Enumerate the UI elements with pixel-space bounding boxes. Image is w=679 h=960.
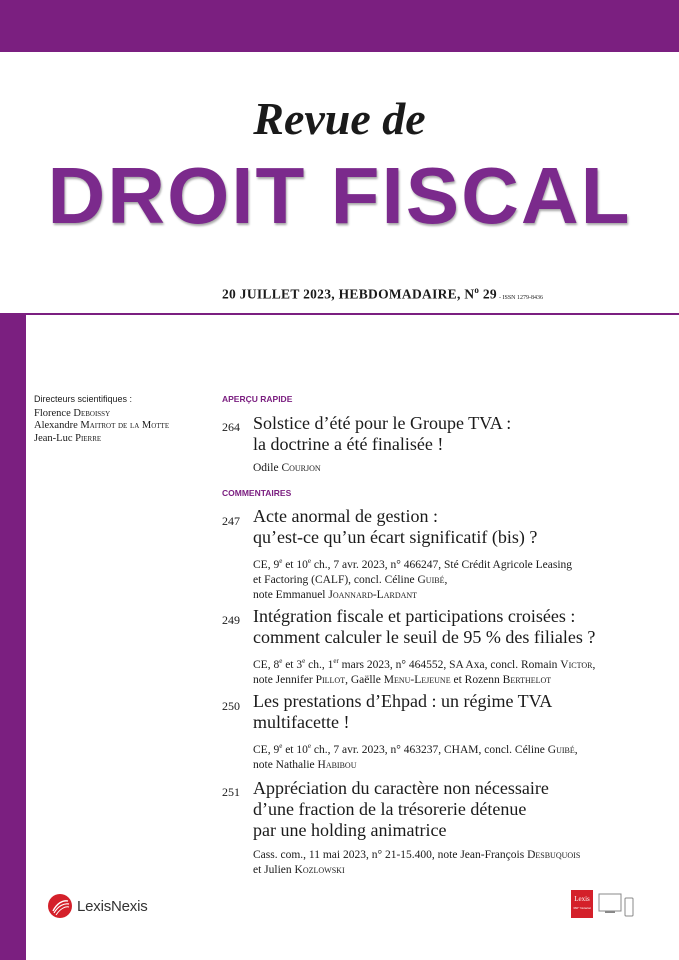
article-title: Intégration fiscale et participations croisées : comment calculer le seuil de 95 % des filiales ? [253, 606, 596, 647]
editor-name: Alexandre Maitrot de la Motte [34, 420, 170, 431]
badge-top-text: Lexis [574, 895, 590, 903]
left-purple-band [0, 313, 26, 960]
article-title: Les prestations d’Ehpad : un régime TVA multifacette ! [253, 691, 553, 732]
article-number: 247 [222, 514, 240, 528]
article-reference: CE, 9e et 10e ch., 7 avr. 2023, n° 463237, CHAM, concl. Céline Guibé, note Nathalie Habibou [253, 742, 578, 771]
editors-block [34, 393, 169, 445]
article-reference: CE, 8e et 3e ch., 1er mars 2023, n° 464552, SA Axa, concl. Romain Victor, note Jennifer Pillot, Gaëlle Menu-Lejeune et Rozenn Berthelot [253, 657, 596, 686]
issn: - ISSN 1279-8436 [498, 294, 543, 301]
article-number: 251 [222, 785, 240, 799]
article-reference: Cass. com., 11 mai 2023, n° 21-15.400, note Jean-François Desbuquois et Julien Kozlowski [253, 849, 581, 876]
lexisnexis-logo [47, 893, 148, 919]
article-author: Odile Courjon [253, 462, 321, 474]
article-number: 250 [222, 699, 240, 713]
section-heading-apercu: APERÇU RAPIDE [222, 394, 293, 404]
badge-bottom-text: 360° Notariat [573, 906, 591, 910]
publisher-name: LexisNexis [77, 897, 148, 915]
masthead-title-line1: Revue de [253, 93, 426, 144]
issue-sup: o [474, 285, 480, 295]
article-number: 264 [222, 420, 240, 434]
issue-date: 20 JUILLET 2023, HEBDOMADAIRE, N [222, 286, 475, 302]
article-title: Acte anormal de gestion : qu’est-ce qu’un écart significatif (bis) ? [253, 506, 538, 547]
top-purple-band [0, 0, 679, 52]
article-title: Appréciation du caractère non nécessaire d’une fraction de la trésorerie détenue par une holding animatrice [253, 778, 549, 840]
article-number: 249 [222, 613, 240, 627]
section-heading-commentaires: COMMENTAIRES [222, 488, 292, 498]
masthead-title-line2: DROIT FISCAL [47, 151, 632, 240]
article-title: Solstice d’été pour le Groupe TVA : la doctrine a été finalisée ! [253, 413, 512, 454]
issue-line [222, 285, 543, 303]
lexis360-badge-icon [571, 890, 641, 920]
editors-label: Directeurs scientifiques : [34, 394, 133, 404]
article-reference: CE, 9e et 10e ch., 7 avr. 2023, n° 466247, Sté Crédit Agricole Leasing et Factoring (CALF), concl. Céline Guibé, note Emmanuel Joannard-Lardant [253, 557, 573, 601]
editor-name: Florence Deboissy [34, 407, 111, 419]
issue-number: 29 [479, 286, 497, 302]
editor-name: Jean-Luc Pierre [34, 432, 102, 444]
header-divider [26, 313, 679, 315]
lexisnexis-emblem-icon [47, 893, 73, 919]
